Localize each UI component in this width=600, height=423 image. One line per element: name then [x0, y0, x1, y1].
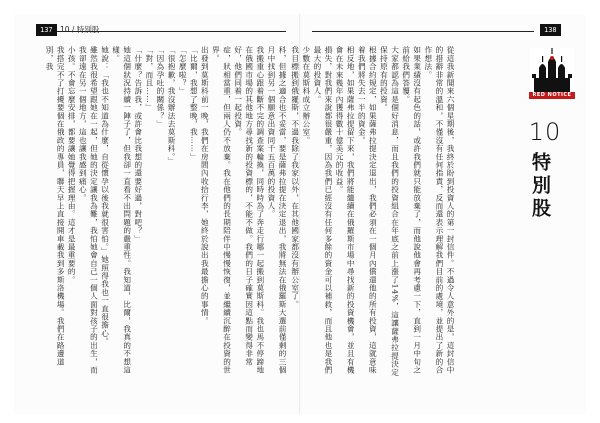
- chapter-title: 特別股: [529, 152, 551, 221]
- right-page-body-text: 從這我新聞來六個星期後，我終於盼到投資人的第一封信件。不過令人意外的是，這封信中的措辭非常的溫和，不僅沒有任何指責，反而還表示理解我們目前的處境，並提出了新的合作想法。 如果業績沒有起色的話，或許我們就只能放棄了，而他說他會再考慮一下，直到一月中旬之前給我們答覆。 大家都認為這是個好消息，而且我們的投資組合在年底之前上漲了14%，這讓薩弗拉提決定保持原有的投資。 根據合約規定，如果薩弗拉提決定退出，我們必須在一個月內償還他的所有投資，這就意味着我們將失去一半的資金。 相反地，如果薩弗拉提留下來，我們將能繼續在俄羅斯市場中尋找新的投資機會，並且有機會在未來幾年內獲得數十億美元的收益。 損失，對我們來說都很嚴重，因為我們已經沒有任何多餘的資金可以補救，而且他也是我們最大的投資人。 少數在莫斯科成立辦公室。 我目標搬到俄羅斯，不過我除了我家以外，在其他國家都沒有辦公室了。: [290, 46, 455, 377]
- kremlin-logo-icon: [530, 48, 574, 94]
- right-header-rule: [312, 31, 534, 32]
- right-page-number: 138: [540, 24, 561, 36]
- left-page-number: 137: [36, 24, 57, 36]
- red-notice-badge: RED NOTICE: [529, 92, 575, 99]
- left-page-body-text: 科，但據之適合也不妥當，要是薩弗拉提在決定退出，我將無法在俄羅斯大選前僅剩的三個月中找到另一個願意出資同千五百萬的投資人。 我搬重心跟着斷不完的調查案輪換，同時時為了奔走行哪一起搬到莫斯科。我也馬不停蹄地在俄國市場的其他地方尋找新的投資標的，不能不做。我們的日子確實因這點而變得非常好，他們同着一起投資。 症，狀相當重，但兩人仍不放棄。我在他們的長期陪伴中慢慢恢復，並繼續沉醉在投資的世界。 出發到莫斯科前一晚，我們在房間內收拾行李，她終於說出我最擔心的事情。 「比爾，我想了整晚，我……」 「怎麼啦？」 「很抱歉，我沒辦法去莫斯科。」 「因為孕吐的關係？」 「對，而且……」 「什麼？告訴我，或許會比我想的還要好過，對吧？」 她這個狀況持續一陣子了，但我卻一直看不出問題的嚴重性。我知道，比爾，我真的不想這樣。 她說：「我也不知道為什麼，自從懷孕以後我就很害怕。」她照得我也一直很擔心。 雖然我很希望跟她在一起，但她的決定讓我為難，我怕她會自己一個人面對孩子的出生，而我卻遠在另一個地方，這也讓我感到痛心。 小孩。不會忘麼安排，都要讓她覺得把握理由。這才是最重要的。 我搭完不了打擾要個在俄政的專員，聯天早上直接開車載我到多斯洛機場。我們在路邊道別，我: [45, 46, 287, 374]
- running-head: 10 / 特別股: [60, 25, 100, 34]
- chapter-number: 10: [528, 118, 562, 146]
